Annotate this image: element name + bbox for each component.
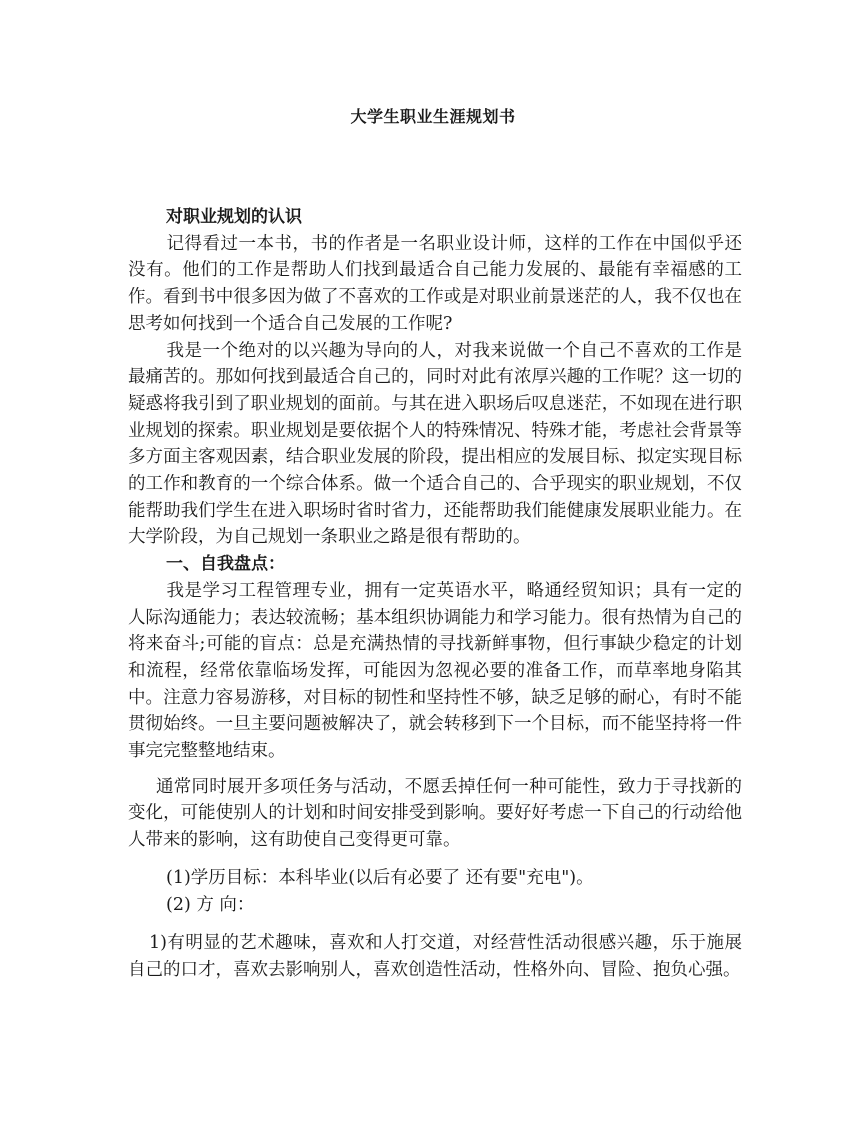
paragraph: 我是学习工程管理专业，拥有一定英语水平，略通经贸知识；具有一定的人际沟通能力；表达较流畅；基本组织协调能力和学习能力。很有热情为自己的将来奋斗;可能的盲点：总是充满热情的寻找新鲜事物，但行事缺少稳定的计划和流程，经常依靠临场发挥，可能因为忽视必要的准备工作，而草率地身陷其中。注意力容易游移，对目标的韧性和坚持性不够，缺乏足够的耐心，有时不能贯彻始终。一旦主要问题被解决了，就会转移到下一个目标，而不能坚持将一件事完完整整地结束。	[128, 580, 742, 762]
paragraph: 我是一个绝对的以兴趣为导向的人，对我来说做一个自己不喜欢的工作是最痛苦的。那如何找到最适合自己的，同时对此有浓厚兴趣的工作呢？这一切的疑惑将我引到了职业规划的面前。与其在进入职场后叹息迷茫，不如现在进行职业规划的探索。职业规划是要依据个人的特殊情况、特殊才能，考虑社会背景等多方面主客观因素，结合职业发展的阶段，提出相应的发展目标、拟定实现目标的工作和教育的一个综合体系。做一个适合自己的、合乎现实的职业规划，不仅能帮助我们学生在进入职场时省时省力，还能帮助我们能健康发展职业能力。在大学阶段，为自己规划一条职业之路是很有帮助的。	[128, 340, 742, 548]
document-body	[128, 204, 742, 984]
document-title: 大学生职业生涯规划书	[350, 107, 516, 126]
section-heading-self-inventory: 一、自我盘点：	[166, 554, 285, 575]
paragraph: 1)有明显的艺术趣味，喜欢和人打交道，对经营性活动很感兴趣，乐于施展自己的口才，喜欢去影响别人，喜欢创造性活动，性格外向、冒险、抱负心强。	[128, 933, 742, 980]
list-item-education-goal: (1)学历目标：本科毕业(以后有必要了 还有要"充电")。	[166, 867, 594, 888]
paragraph: 通常同时展开多项任务与活动，不愿丢掉任何一种可能性，致力于寻找新的变化，可能使别人的计划和时间安排受到影响。要好好考虑一下自己的行动给他人带来的影响，这有助使自己变得更可靠。	[128, 776, 742, 851]
list-item-direction: (2) 方 向：	[166, 894, 255, 915]
section-heading-cognition: 对职业规划的认识	[166, 207, 302, 227]
paragraph: 记得看过一本书，书的作者是一名职业设计师，这样的工作在中国似乎还没有。他们的工作是帮助人们找到最适合自己能力发展的、最能有幸福感的工作。看到书中很多因为做了不喜欢的工作或是对职业前景迷茫的人，我不仅也在思考如何找到一个适合自己发展的工作呢?	[128, 233, 742, 334]
